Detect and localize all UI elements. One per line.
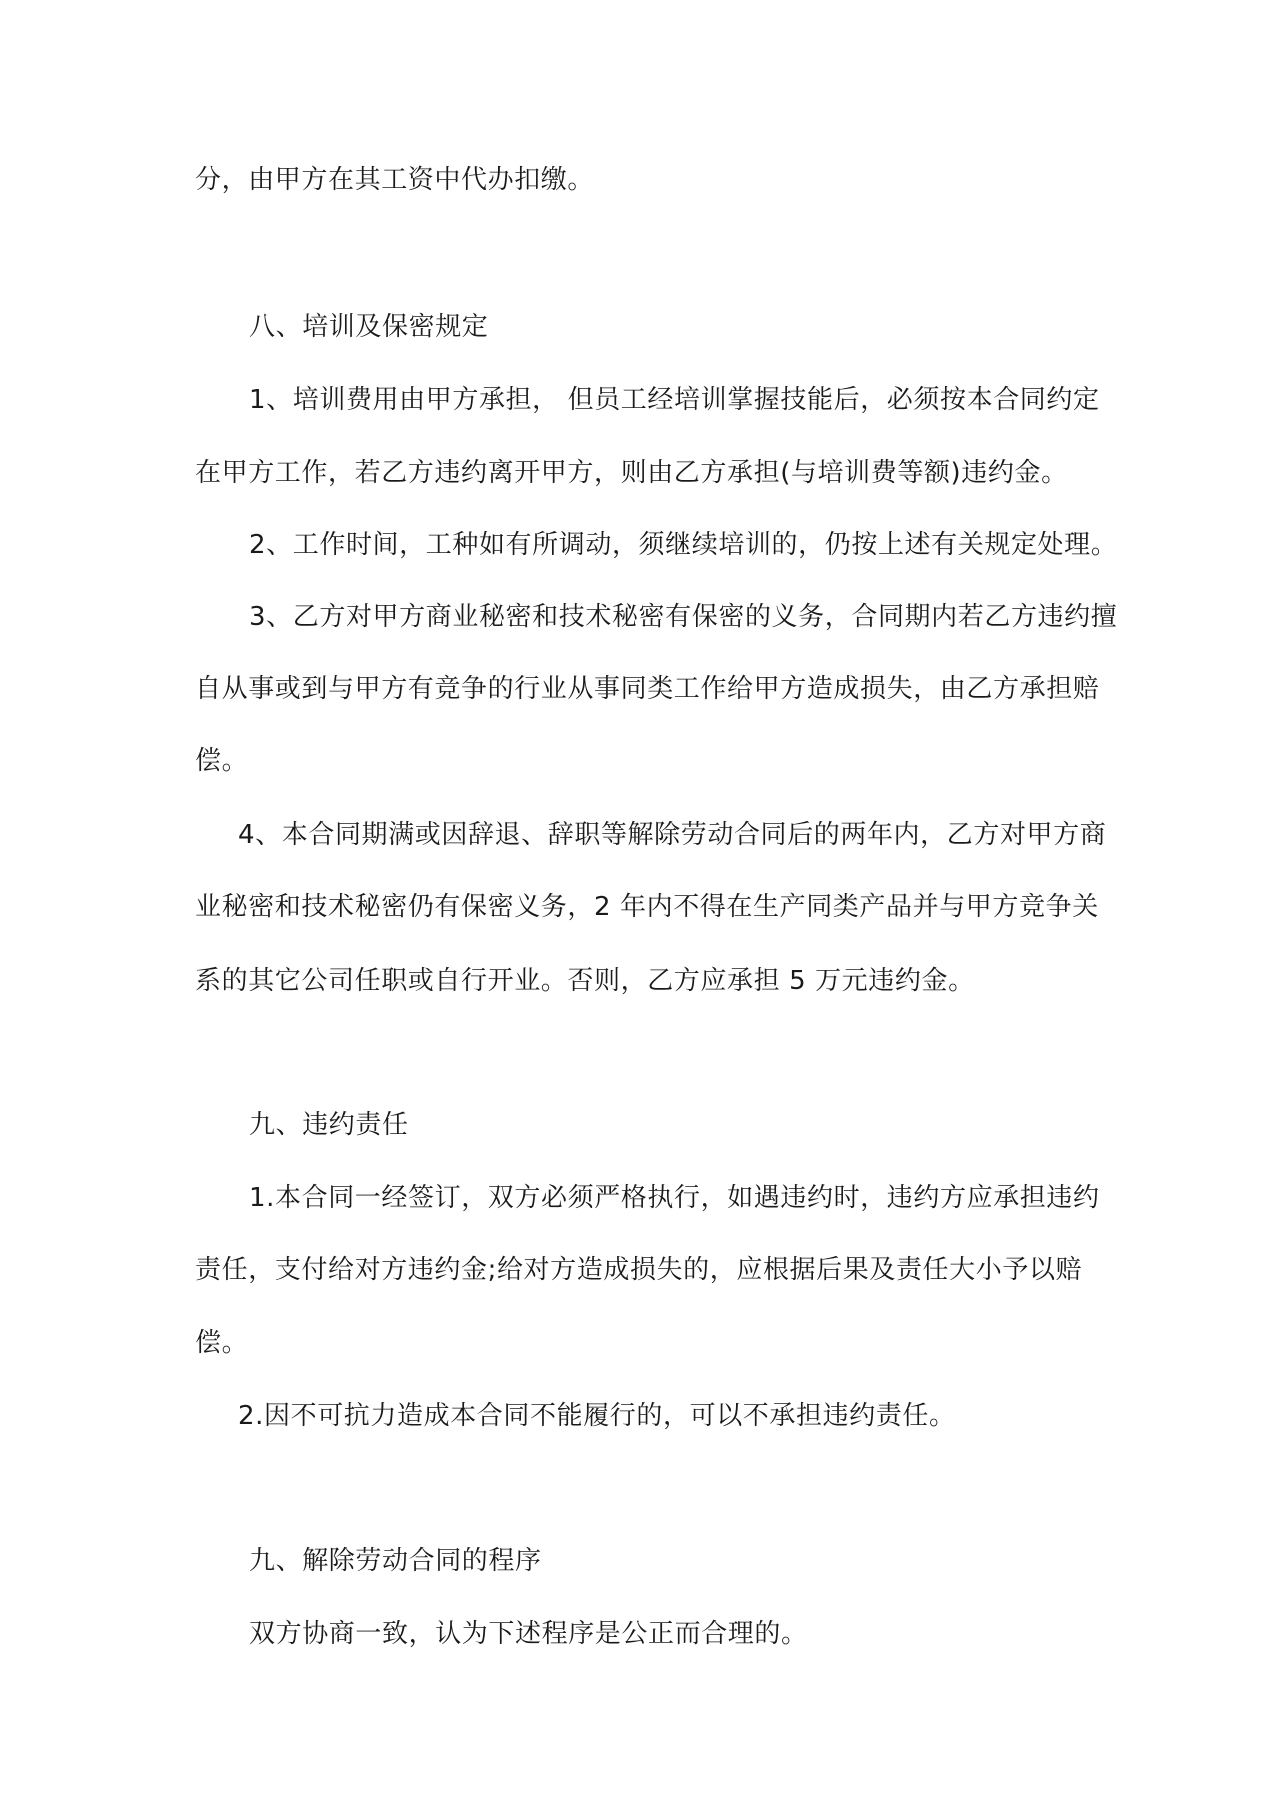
paragraph-line: 偿。 [195, 746, 249, 776]
section-heading: 八、培训及保密规定 [249, 312, 489, 342]
paragraph-line: 自从事或到与甲方有竞争的行业从事同类工作给甲方造成损失，由乙方承担赔 [195, 674, 1100, 704]
section-heading: 九、解除劳动合同的程序 [249, 1546, 542, 1576]
paragraph-line: 4、本合同期满或因辞退、辞职等解除劳动合同后的两年内，乙方对甲方商 [238, 820, 1107, 850]
section-heading: 九、违约责任 [249, 1110, 409, 1140]
paragraph-line: 3、乙方对甲方商业秘密和技术秘密有保密的义务，合同期内若乙方违约擅 [249, 602, 1118, 632]
paragraph-line: 1、培训费用由甲方承担， 但员工经培训掌握技能后，必须按本合同约定 [249, 385, 1100, 415]
paragraph-line: 业秘密和技术秘密仍有保密义务，2 年内不得在生产同类产品并与甲方竞争关 [195, 892, 1099, 922]
paragraph-line: 2、工作时间，工种如有所调动，须继续培训的，仍按上述有关规定处理。 [249, 530, 1118, 560]
paragraph-line: 双方协商一致，认为下述程序是公正而合理的。 [249, 1619, 808, 1649]
paragraph-line: 1.本合同一经签订，双方必须严格执行，如遇违约时，违约方应承担违约 [249, 1183, 1100, 1213]
paragraph-line: 2.因不可抗力造成本合同不能履行的，可以不承担违约责任。 [238, 1401, 956, 1431]
paragraph-line: 分，由甲方在其工资中代办扣缴。 [195, 165, 595, 195]
paragraph-line: 偿。 [195, 1328, 249, 1358]
paragraph-line: 系的其它公司任职或自行开业。否则，乙方应承担 5 万元违约金。 [195, 966, 975, 996]
paragraph-line: 责任，支付给对方违约金;给对方造成损失的，应根据后果及责任大小予以赔 [195, 1255, 1083, 1285]
paragraph-line: 在甲方工作，若乙方违约离开甲方，则由乙方承担(与培训费等额)违约金。 [195, 458, 1068, 488]
